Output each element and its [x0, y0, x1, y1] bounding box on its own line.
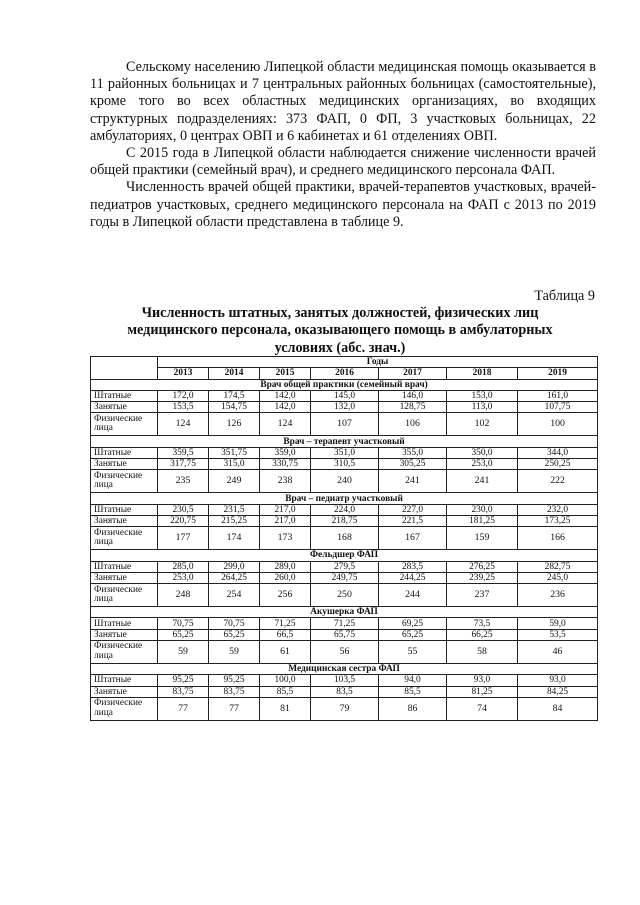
table-cell: 236	[518, 584, 598, 607]
table-cell: 126	[209, 413, 260, 436]
table-cell: 95,25	[158, 675, 209, 686]
table-cell: 132,0	[311, 402, 379, 413]
section-title: Врач – педиатр участковый	[91, 493, 598, 504]
corner-cell	[91, 357, 158, 380]
table-cell: 58	[447, 641, 518, 664]
table-cell: 220,75	[158, 515, 209, 526]
section-row	[91, 607, 598, 618]
section-title: Врач общей практики (семейный врач)	[91, 379, 598, 390]
table-cell: 81,25	[447, 686, 518, 697]
table-cell: 69,25	[379, 618, 447, 629]
table-cell: 100,0	[260, 675, 311, 686]
body-text	[90, 59, 596, 231]
year-cell: 2019	[518, 368, 598, 379]
table-cell: 249	[209, 470, 260, 493]
table-cell: 61	[260, 641, 311, 664]
table-cell: 85,5	[260, 686, 311, 697]
row-label: Физические лица	[91, 697, 158, 720]
row-label: Физические лица	[91, 470, 158, 493]
table-cell: 248	[158, 584, 209, 607]
table-row	[91, 572, 598, 583]
table-row	[91, 675, 598, 686]
table-cell: 237	[447, 584, 518, 607]
table-cell: 81	[260, 697, 311, 720]
table-cell: 351,75	[209, 447, 260, 458]
table-cell: 174,5	[209, 390, 260, 401]
row-label: Штатные	[91, 561, 158, 572]
table-cell: 355,0	[379, 447, 447, 458]
table-cell: 86	[379, 697, 447, 720]
table-row	[91, 413, 598, 436]
paragraph: С 2015 года в Липецкой области наблюдается снижение численности врачей общей практики (семейный врач), и среднего медицинского персонала ФАП.	[90, 145, 596, 179]
table-row	[91, 641, 598, 664]
table-cell: 222	[518, 470, 598, 493]
table-cell: 283,5	[379, 561, 447, 572]
table-row	[91, 402, 598, 413]
table-cell: 56	[311, 641, 379, 664]
table-cell: 95,25	[209, 675, 260, 686]
table-row	[91, 459, 598, 470]
table-cell: 215,25	[209, 515, 260, 526]
table-cell: 85,5	[379, 686, 447, 697]
table-cell: 250	[311, 584, 379, 607]
year-cell: 2018	[447, 368, 518, 379]
table-cell: 65,25	[379, 629, 447, 640]
row-label: Занятые	[91, 572, 158, 583]
row-label: Занятые	[91, 459, 158, 470]
table-cell: 172,0	[158, 390, 209, 401]
table-cell: 231,5	[209, 504, 260, 515]
table-cell: 177	[158, 527, 209, 550]
years-row	[91, 368, 598, 379]
row-label: Физические лица	[91, 641, 158, 664]
table-cell: 230,0	[447, 504, 518, 515]
table-cell: 253,0	[447, 459, 518, 470]
section-title: Медицинская сестра ФАП	[91, 664, 598, 675]
table-cell: 142,0	[260, 390, 311, 401]
table-row	[91, 561, 598, 572]
table-cell: 145,0	[311, 390, 379, 401]
table-row	[91, 527, 598, 550]
data-table	[90, 356, 598, 721]
table-cell: 55	[379, 641, 447, 664]
table-cell: 65,25	[158, 629, 209, 640]
table-cell: 70,75	[209, 618, 260, 629]
table-cell: 227,0	[379, 504, 447, 515]
section-row	[91, 664, 598, 675]
table-cell: 254	[209, 584, 260, 607]
row-label: Штатные	[91, 675, 158, 686]
row-label: Занятые	[91, 515, 158, 526]
table-cell: 77	[158, 697, 209, 720]
table-cell: 77	[209, 697, 260, 720]
table-cell: 153,5	[158, 402, 209, 413]
table-cell: 161,0	[518, 390, 598, 401]
table-cell: 218,75	[311, 515, 379, 526]
years-header: Годы	[158, 357, 598, 368]
year-cell: 2014	[209, 368, 260, 379]
year-cell: 2015	[260, 368, 311, 379]
table-cell: 146,0	[379, 390, 447, 401]
table-cell: 224,0	[311, 504, 379, 515]
table-cell: 107	[311, 413, 379, 436]
table-cell: 279,5	[311, 561, 379, 572]
table-cell: 317,75	[158, 459, 209, 470]
table-cell: 264,25	[209, 572, 260, 583]
row-label: Штатные	[91, 447, 158, 458]
table-cell: 74	[447, 697, 518, 720]
table-cell: 84,25	[518, 686, 598, 697]
table-cell: 159	[447, 527, 518, 550]
table-cell: 351,0	[311, 447, 379, 458]
section-row	[91, 436, 598, 447]
table-cell: 245,0	[518, 572, 598, 583]
table-cell: 106	[379, 413, 447, 436]
table-cell: 289,0	[260, 561, 311, 572]
table-cell: 59	[158, 641, 209, 664]
row-label: Занятые	[91, 686, 158, 697]
table-row	[91, 390, 598, 401]
table-cell: 128,75	[379, 402, 447, 413]
table-cell: 174	[209, 527, 260, 550]
table-cell: 107,75	[518, 402, 598, 413]
table-row	[91, 618, 598, 629]
table-cell: 315,0	[209, 459, 260, 470]
table-cell: 217,0	[260, 504, 311, 515]
table-cell: 113,0	[447, 402, 518, 413]
table-row	[91, 584, 598, 607]
table-cell: 244,25	[379, 572, 447, 583]
table-cell: 241	[447, 470, 518, 493]
year-cell: 2013	[158, 368, 209, 379]
section-title: Фельдшер ФАП	[91, 550, 598, 561]
table-cell: 70,75	[158, 618, 209, 629]
table-cell: 173,25	[518, 515, 598, 526]
table-cell: 221,5	[379, 515, 447, 526]
table-cell: 79	[311, 697, 379, 720]
table-cell: 142,0	[260, 402, 311, 413]
section-row	[91, 379, 598, 390]
table-cell: 276,25	[447, 561, 518, 572]
table-cell: 168	[311, 527, 379, 550]
table-cell: 253,0	[158, 572, 209, 583]
table-cell: 154,75	[209, 402, 260, 413]
table-cell: 344,0	[518, 447, 598, 458]
table-cell: 100	[518, 413, 598, 436]
table-cell: 84	[518, 697, 598, 720]
table-cell: 83,75	[209, 686, 260, 697]
year-cell: 2017	[379, 368, 447, 379]
section-row	[91, 493, 598, 504]
row-label: Физические лица	[91, 527, 158, 550]
header-row	[91, 357, 598, 368]
table-cell: 238	[260, 470, 311, 493]
table-cell: 66,25	[447, 629, 518, 640]
table-cell: 330,75	[260, 459, 311, 470]
table-body	[91, 379, 598, 720]
table-cell: 71,25	[311, 618, 379, 629]
paragraph: Численность врачей общей практики, врачей-терапевтов участковых, врачей-педиатров участковых, среднего медицинского персонала на ФАП с 2013 по 2019 годы в Липецкой области представлена в таблице 9.	[90, 179, 596, 230]
row-label: Штатные	[91, 390, 158, 401]
table-cell: 102	[447, 413, 518, 436]
table-cell: 93,0	[447, 675, 518, 686]
table-cell: 65,75	[311, 629, 379, 640]
row-label: Занятые	[91, 629, 158, 640]
row-label: Физические лица	[91, 584, 158, 607]
table-cell: 59,0	[518, 618, 598, 629]
table-cell: 173	[260, 527, 311, 550]
table-title: Численность штатных, занятых должностей, физических лиц медицинского персонала, оказывающего помощь в амбулаторных условиях (абс. знач.)	[127, 305, 553, 356]
table-row	[91, 629, 598, 640]
table-cell: 166	[518, 527, 598, 550]
table-number: Таблица 9	[534, 288, 595, 304]
table-cell: 181,25	[447, 515, 518, 526]
table-cell: 124	[260, 413, 311, 436]
table-cell: 46	[518, 641, 598, 664]
table-cell: 299,0	[209, 561, 260, 572]
table-cell: 93,0	[518, 675, 598, 686]
row-label: Физические лица	[91, 413, 158, 436]
table-cell: 153,0	[447, 390, 518, 401]
table-cell: 230,5	[158, 504, 209, 515]
table-cell: 65,25	[209, 629, 260, 640]
table-cell: 239,25	[447, 572, 518, 583]
table-cell: 250,25	[518, 459, 598, 470]
table-cell: 359,5	[158, 447, 209, 458]
section-row	[91, 550, 598, 561]
paragraph: Сельскому населению Липецкой области медицинская помощь оказывается в 11 районных больницах и 7 центральных районных больницах (самостоятельные), кроме того во всех областных медицинских организациях, во входящих структурных подразделениях: 373 ФАП, 0 ФП, 3 участковых больницах, 22 амбулаториях, 0 центрах ОВП и 6 кабинетах и 61 отделениях ОВП.	[90, 59, 596, 144]
year-cell: 2016	[311, 368, 379, 379]
table-cell: 66,5	[260, 629, 311, 640]
table-cell: 94,0	[379, 675, 447, 686]
table-cell: 359,0	[260, 447, 311, 458]
section-title: Врач – терапевт участковый	[91, 436, 598, 447]
table-cell: 282,75	[518, 561, 598, 572]
table-cell: 83,5	[311, 686, 379, 697]
table-cell: 59	[209, 641, 260, 664]
table-cell: 103,5	[311, 675, 379, 686]
table-cell: 285,0	[158, 561, 209, 572]
table-cell: 305,25	[379, 459, 447, 470]
row-label: Занятые	[91, 402, 158, 413]
section-title: Акушерка ФАП	[91, 607, 598, 618]
table-row	[91, 515, 598, 526]
table-cell: 249,75	[311, 572, 379, 583]
table-cell: 256	[260, 584, 311, 607]
table-cell: 124	[158, 413, 209, 436]
table-row	[91, 697, 598, 720]
table-cell: 53,5	[518, 629, 598, 640]
table-cell: 241	[379, 470, 447, 493]
table-cell: 167	[379, 527, 447, 550]
table-cell: 310,5	[311, 459, 379, 470]
row-label: Штатные	[91, 618, 158, 629]
table-cell: 235	[158, 470, 209, 493]
table-cell: 73,5	[447, 618, 518, 629]
row-label: Штатные	[91, 504, 158, 515]
table-cell: 217,0	[260, 515, 311, 526]
table-row	[91, 686, 598, 697]
table-row	[91, 470, 598, 493]
table-cell: 244	[379, 584, 447, 607]
table-row	[91, 447, 598, 458]
table-cell: 260,0	[260, 572, 311, 583]
table-cell: 83,75	[158, 686, 209, 697]
table-cell: 240	[311, 470, 379, 493]
table-cell: 71,25	[260, 618, 311, 629]
table-cell: 232,0	[518, 504, 598, 515]
table-cell: 350,0	[447, 447, 518, 458]
table-row	[91, 504, 598, 515]
